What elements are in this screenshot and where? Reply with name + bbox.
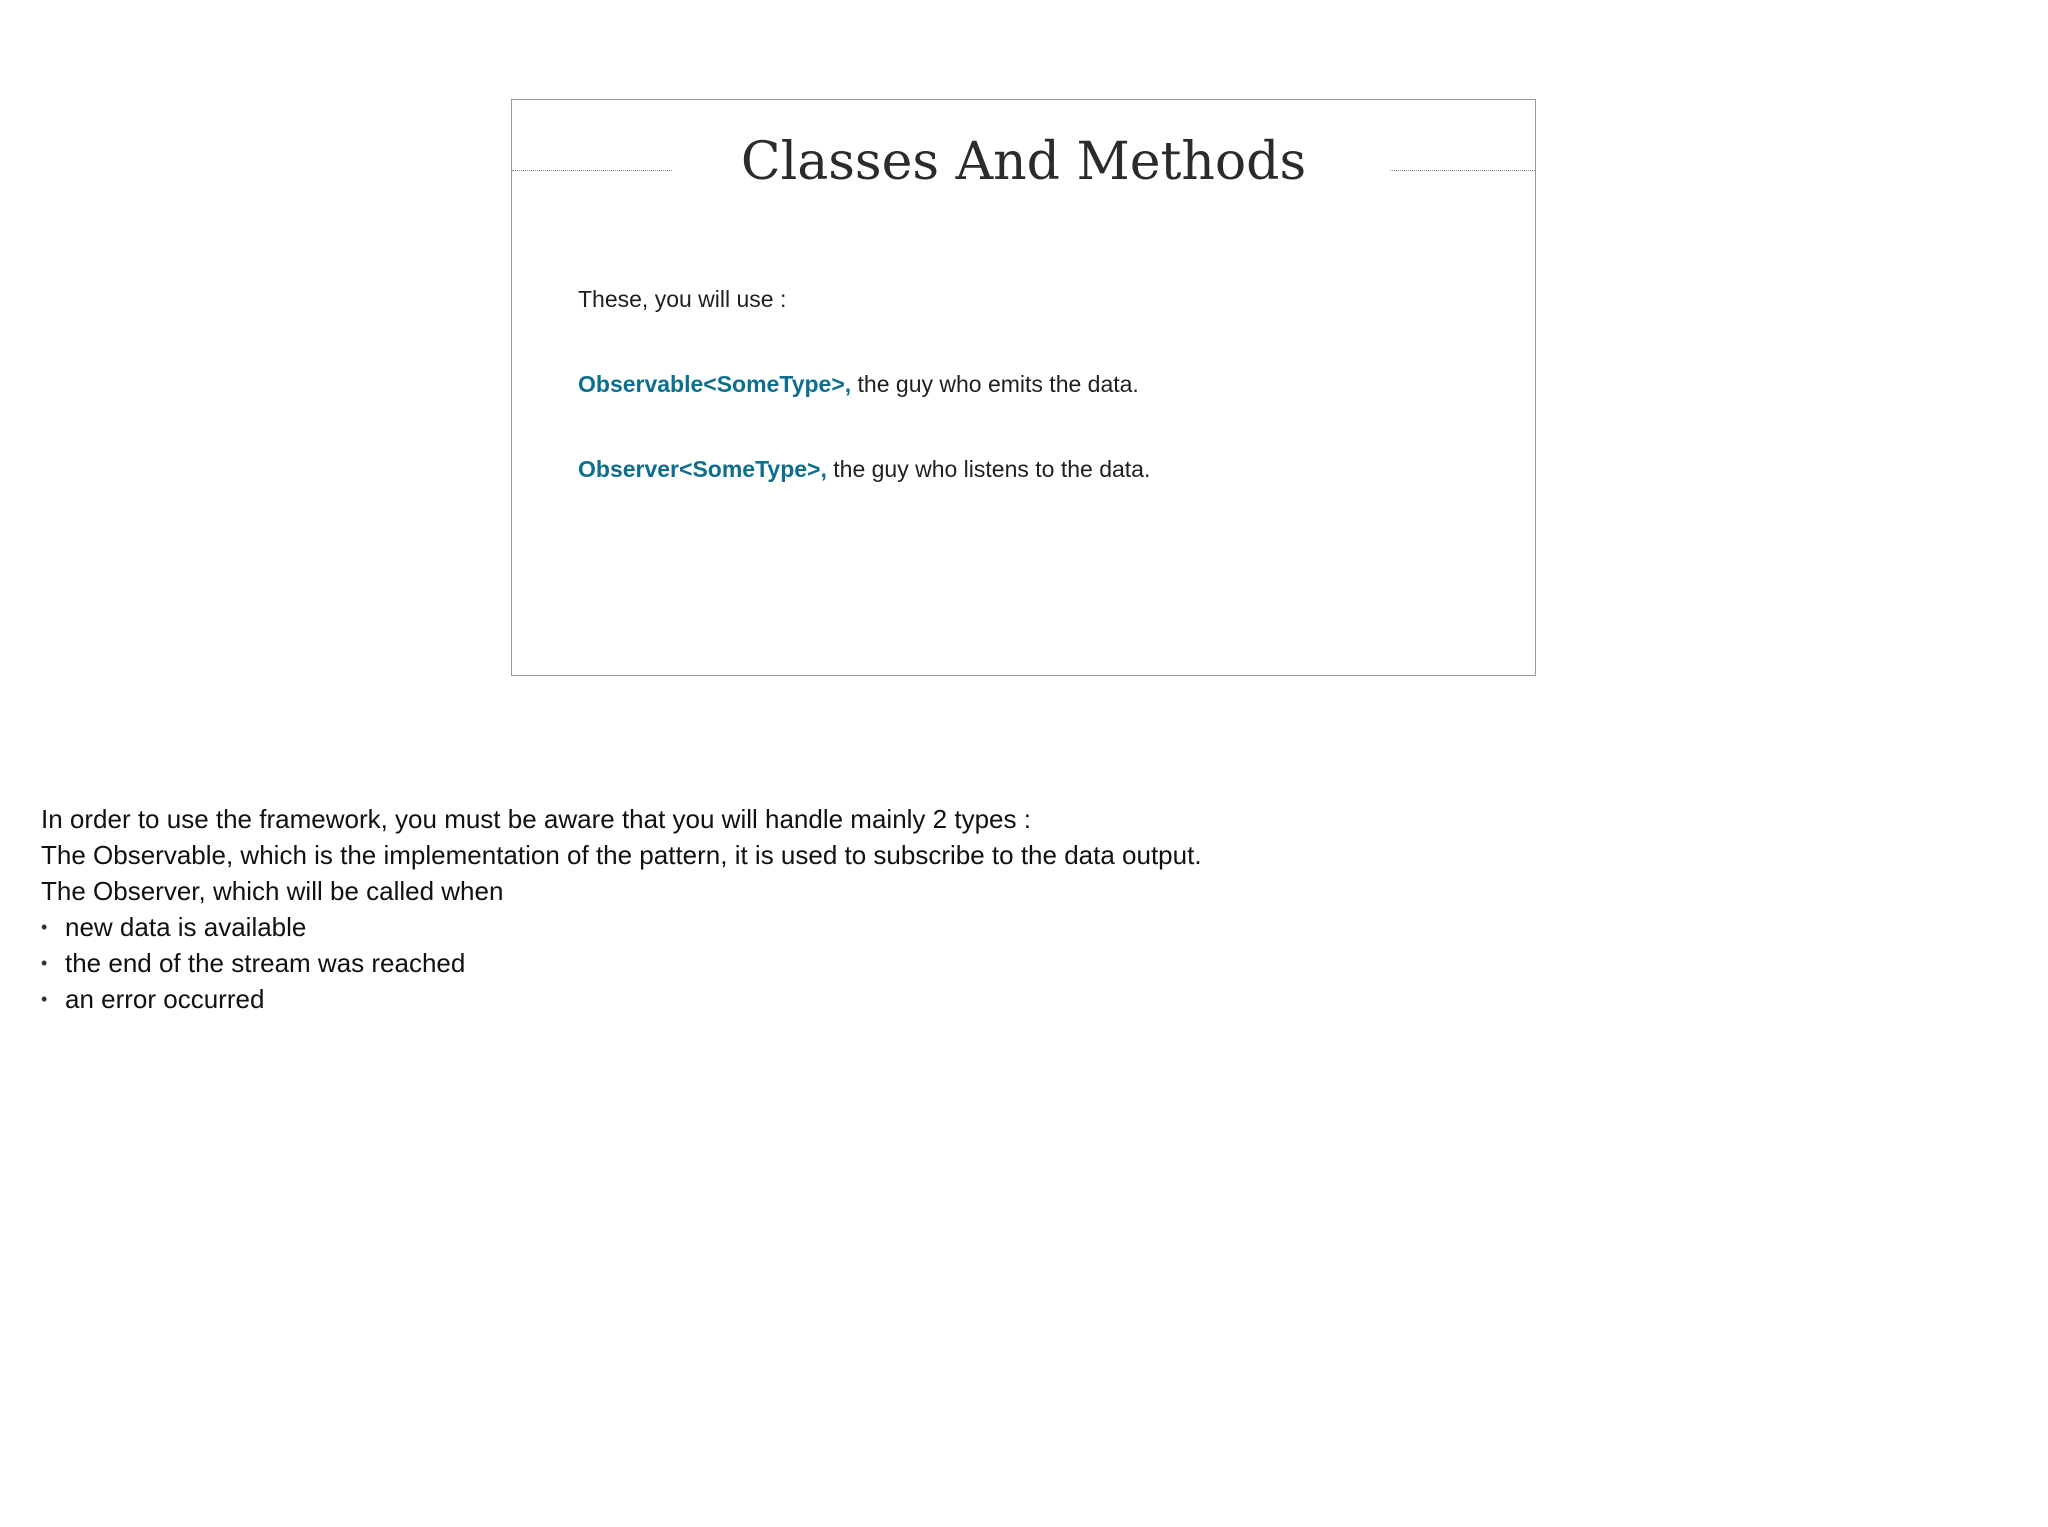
presenter-notes xyxy=(41,801,1202,1017)
list-item xyxy=(41,945,1202,981)
observer-description: the guy who listens to the data. xyxy=(826,456,1151,482)
slide-title: Classes And Methods xyxy=(740,132,1307,192)
notes-line: In order to use the framework, you must be aware that you will handle mainly 2 types : xyxy=(41,804,1031,834)
notes-bullet-list xyxy=(41,909,1202,1017)
list-item-text: new data is available xyxy=(65,912,307,942)
bullet-icon: • xyxy=(41,917,48,937)
list-item-text: an error occurred xyxy=(65,984,265,1014)
list-item xyxy=(41,909,1202,945)
code-observer: Observer<SomeType>, xyxy=(578,456,827,482)
bullet-icon: • xyxy=(41,989,48,1009)
slide-frame xyxy=(511,99,1536,676)
slide-item-observable xyxy=(578,371,1139,398)
notes-line: The Observer, which will be called when xyxy=(41,876,504,906)
slide-item-observer xyxy=(578,456,1150,483)
slide-intro: These, you will use : xyxy=(578,286,787,312)
list-item xyxy=(41,981,1202,1017)
list-item-text: the end of the stream was reached xyxy=(65,948,466,978)
notes-line: The Observable, which is the implementation of the pattern, it is used to subscribe to the data output. xyxy=(41,840,1202,870)
bullet-icon: • xyxy=(41,953,48,973)
code-observable: Observable<SomeType>, xyxy=(578,371,852,397)
observable-description: the guy who emits the data. xyxy=(851,371,1139,397)
